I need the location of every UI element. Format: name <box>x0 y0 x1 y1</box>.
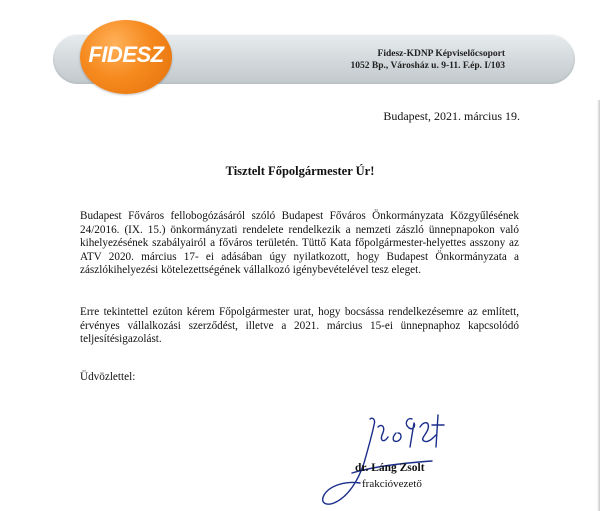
handwritten-signature <box>312 413 452 509</box>
letter-closing: Üdvözlettel: <box>80 371 136 383</box>
letter-paragraph-2: Erre tekintettel ezúton kérem Főpolgármester urat, hogy bocsássa rendelkezésemre az említett, érvényes vállalkozási szerződést, illetve a 2021. március 15-ei ünnepnaphoz kapcsolódó teljesítésigazolást. <box>80 306 519 345</box>
party-logo-text: FIDESZ <box>88 42 164 67</box>
letter-paragraph-1: Budapest Főváros fellobogózásáról szóló Budapest Főváros Önkormányzata Közgyűlésének 24/2016. (IX. 15.) önkormányzati rendelete rendelkezik a nemzeti zászló ünnepnapokon való kihelyezésének szabályairól a főváros területén. Tüttő Kata főpolgármester-helyettes asszony az ATV 2020. március 17- ei adásában úgy nyilatkozott, hogy Budapest Önkormányzata a zászlókihelyezési kötelezettségének vállalkozó igénybevételével tesz eleget. <box>80 210 519 276</box>
letterhead-address <box>351 48 506 72</box>
signer-name: dr. Láng Zsolt <box>355 462 425 474</box>
letterhead-address-line: 1052 Bp., Városház u. 9-11. F.ép. I/103 <box>350 61 505 71</box>
letter-salutation: Tisztelt Főpolgármester Úr! <box>225 164 375 178</box>
letterhead <box>0 0 600 98</box>
signer-role: frakcióvezető <box>362 478 422 490</box>
letter-date: Budapest, 2021. március 19. <box>383 109 520 123</box>
letterhead-org-name: Fidesz-KDNP Képviselőcsoport <box>377 49 505 59</box>
